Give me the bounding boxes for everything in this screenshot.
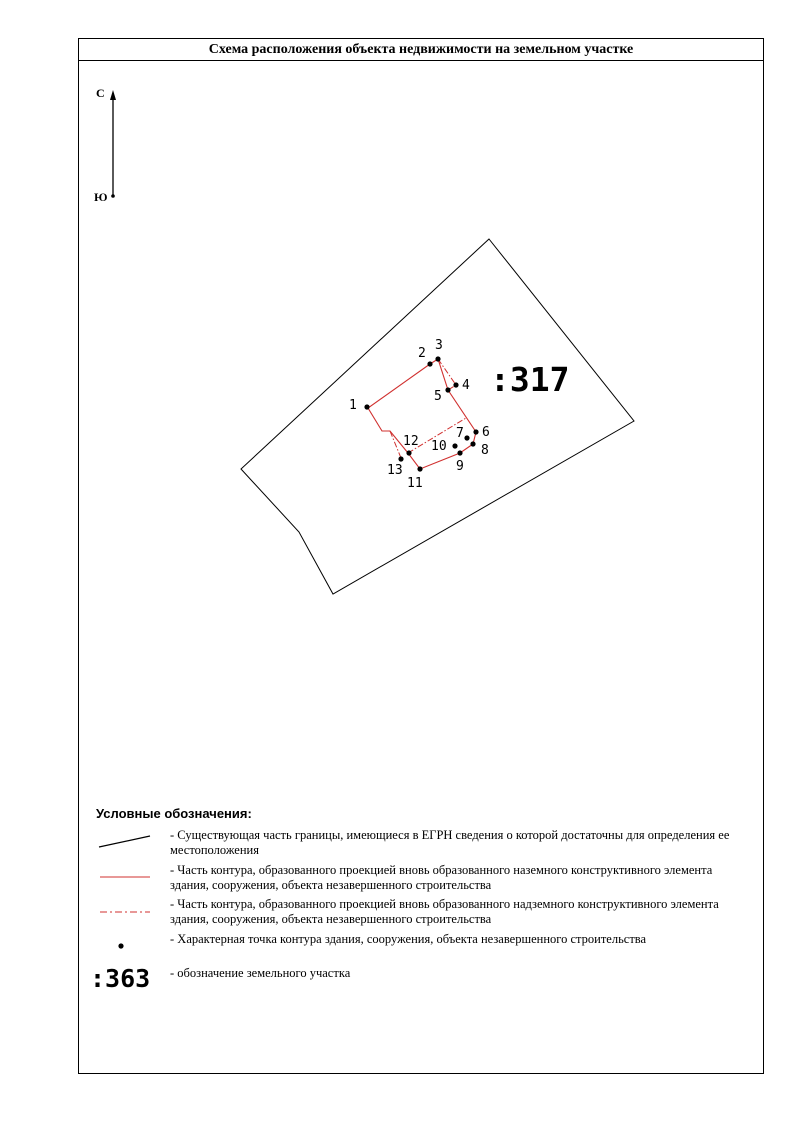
point-label-9: 9	[456, 459, 464, 474]
point-label-12: 12	[403, 434, 419, 449]
characteristic-points	[364, 356, 478, 471]
point-label-11: 11	[407, 476, 423, 491]
point-label-10: 10	[431, 439, 447, 454]
legend-item-text-5: - обозначение земельного участка	[170, 966, 351, 980]
parcel-label: :317	[490, 360, 570, 399]
compass-south-label: Ю	[94, 190, 108, 204]
aboveground-contour-line-2	[390, 431, 401, 458]
point-label-5: 5	[434, 389, 442, 404]
compass	[94, 86, 116, 204]
compass-north-label: С	[96, 86, 105, 100]
point-2	[427, 361, 432, 366]
point-label-13: 13	[387, 463, 403, 478]
legend-item-text-3: - Часть контура, образованного проекцией вновь образованного надземного конструктивного элемента здания, сооружения, объекта незавершенного строительства	[170, 897, 719, 926]
south-point-icon	[111, 194, 115, 198]
point-label-1: 1	[349, 398, 357, 413]
point-1	[364, 404, 369, 409]
point-label-7: 7	[456, 426, 464, 441]
point-6	[473, 429, 478, 434]
land-parcel-boundary	[241, 239, 634, 594]
point-7	[464, 435, 469, 440]
point-label-4: 4	[462, 378, 470, 393]
point-label-6: 6	[482, 425, 490, 440]
point-5	[445, 387, 450, 392]
point-4	[453, 382, 458, 387]
point-12	[406, 450, 411, 455]
point-3	[435, 356, 440, 361]
point-11	[417, 466, 422, 471]
point-label-8: 8	[481, 443, 489, 458]
point-label-3: 3	[435, 338, 443, 353]
legend-item-text-4: - Характерная точка контура здания, сооружения, объекта незавершенного строительства	[170, 932, 647, 946]
legend-item-text-2: - Часть контура, образованного проекцией вновь образованного наземного конструктивного элемента здания, сооружения, объекта незавершенного строительства	[170, 863, 713, 892]
point-13	[398, 456, 403, 461]
legend-black-line-symbol	[99, 836, 150, 847]
legend-item-text-1: - Существующая часть границы, имеющиеся в ЕГРН сведения о которой достаточны для определения ее местоположения	[170, 828, 730, 857]
north-arrow-icon	[110, 90, 116, 100]
legend-heading: Условные обозначения:	[96, 806, 252, 821]
point-label-2: 2	[418, 346, 426, 361]
page-title: Схема расположения объекта недвижимости на земельном участке	[79, 39, 763, 61]
point-10	[452, 443, 457, 448]
legend-parcel-symbol: :363	[90, 964, 151, 993]
legend-point-symbol	[118, 943, 123, 948]
point-9	[457, 450, 462, 455]
point-8	[470, 441, 475, 446]
